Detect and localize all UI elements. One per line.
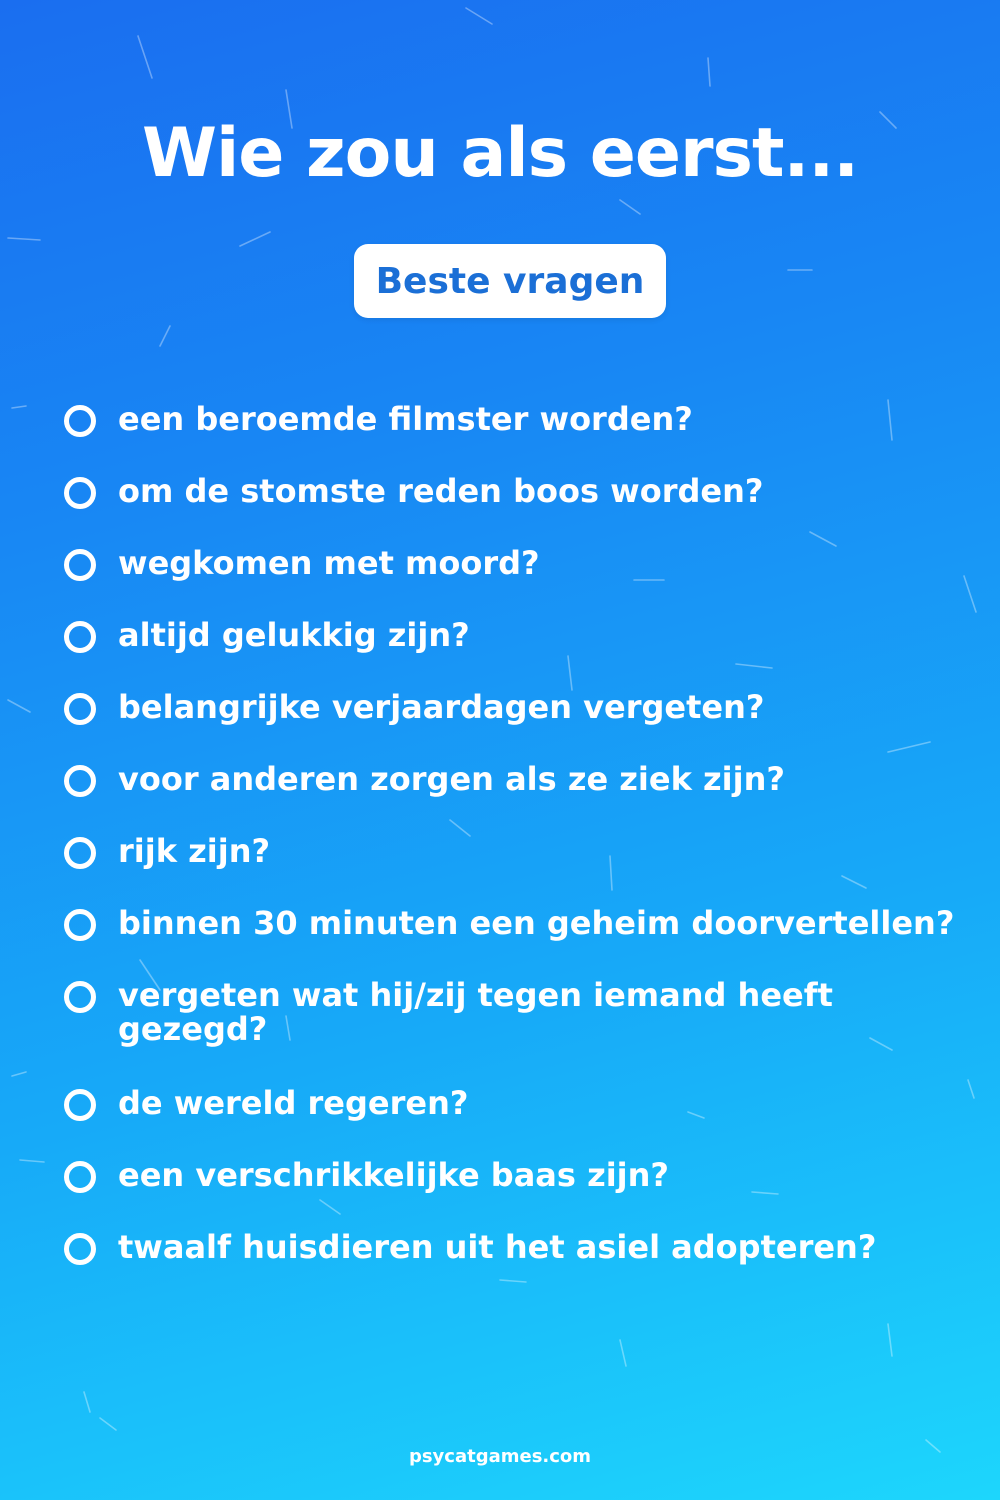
page-title: Wie zou als eerst...	[141, 114, 859, 193]
circle-outline-icon	[64, 1161, 96, 1193]
circle-outline-icon	[64, 1089, 96, 1121]
category-badge: Beste vragen	[354, 244, 666, 318]
circle-outline-icon	[64, 1233, 96, 1265]
question-text: wegkomen met moord?	[118, 544, 540, 582]
circle-outline-icon	[64, 981, 96, 1013]
question-text: twaalf huisdieren uit het asiel adopteren?	[118, 1228, 877, 1266]
circle-outline-icon	[64, 405, 96, 437]
question-text: om de stomste reden boos worden?	[118, 472, 764, 510]
question-text: een verschrikkelijke baas zijn?	[118, 1156, 669, 1194]
question-text: de wereld regeren?	[118, 1084, 469, 1122]
circle-outline-icon	[64, 621, 96, 653]
circle-outline-icon	[64, 837, 96, 869]
question-text: voor anderen zorgen als ze ziek zijn?	[118, 760, 785, 798]
question-text: vergeten wat hij/zij tegen iemand heeft gezegd?	[118, 976, 833, 1048]
circle-outline-icon	[64, 765, 96, 797]
question-text: rijk zijn?	[118, 832, 271, 870]
question-text: altijd gelukkig zijn?	[118, 616, 470, 654]
circle-outline-icon	[64, 909, 96, 941]
circle-outline-icon	[64, 693, 96, 725]
circle-outline-icon	[64, 549, 96, 581]
question-text: een beroemde filmster worden?	[118, 400, 693, 438]
site-url: psycatgames.com	[408, 1446, 592, 1467]
question-text: binnen 30 minuten een geheim doorvertellen?	[118, 904, 955, 942]
question-text: belangrijke verjaardagen vergeten?	[118, 688, 765, 726]
circle-outline-icon	[64, 477, 96, 509]
